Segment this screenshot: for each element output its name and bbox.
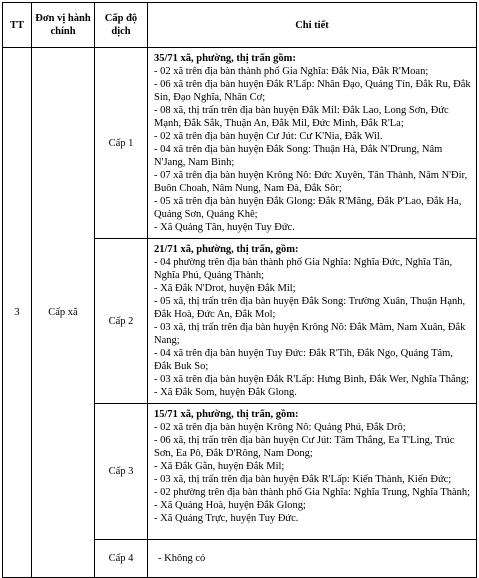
level-detail <box>148 540 477 578</box>
detail-line: - 04 xã trên địa bàn huyện Tuy Đức: Đắk R'Tih, Đắk Ngo, Quảng Tâm, Đắk Buk So; <box>154 348 453 372</box>
detail-line: - 06 xã, thị trấn trên địa bàn huyện Cư Jút: Tâm Thắng, Ea T'Ling, Trúc Sơn, Ea Pô, Đắk D'Rông, Nam Dong; <box>154 435 455 459</box>
header-tt: TT <box>3 3 32 48</box>
level-detail <box>148 404 477 540</box>
detail-line: - 03 xã, thị trấn trên địa bàn huyện Đắk R'Lấp: Kiến Thành, Kiến Đức; <box>154 474 452 485</box>
detail-line: - Xã Quảng Hoà, huyện Đắk Glong; <box>154 500 306 511</box>
detail-line: - 02 xã trên địa bàn huyện Krông Nô: Quảng Phú, Đắk Drô; <box>154 422 406 433</box>
level-detail <box>148 239 477 404</box>
detail-line: - 05 xã, thị trấn trên địa bàn huyện Đắk Song: Trường Xuân, Thuận Hạnh, Đắk Hoà, Đức An, Đắk Mol; <box>154 296 466 320</box>
detail-line: - 04 phường trên địa bàn thành phố Gia Nghĩa: Nghĩa Đức, Nghĩa Tân, Nghĩa Phú, Quảng Thành; <box>154 257 453 281</box>
detail-line: - 04 xã trên địa bàn huyện Đắk Song: Thuận Hà, Đắk N'Drung, Nâm N'Jang, Nam Bình; <box>154 144 443 168</box>
detail-line: - 02 phường trên địa bàn thành phố Gia Nghĩa: Nghĩa Trung, Nghĩa Thành; <box>154 487 471 498</box>
header-row <box>3 3 477 48</box>
detail-line: - 08 xã, thị trấn trên địa bàn huyện Đắk Mil: Đắk Lao, Long Sơn, Đức Mạnh, Đắk Sắk, Thuận An, Đắk Mil, Đức Minh, Đắk R'La; <box>154 105 449 129</box>
detail-line: - 02 xã trên địa bàn huyện Cư Jút: Cư K'Nia, Đắk Wil. <box>154 131 383 142</box>
header-level: Cấp độ dịch <box>95 3 148 48</box>
header-detail: Chi tiết <box>148 3 477 48</box>
detail-line: - 05 xã trên địa bàn huyện Đắk Glong: Đắk R'Măng, Đắk P'Lao, Đắk Ha, Quảng Sơn, Quảng Khê; <box>154 196 462 220</box>
row-unit: Cấp xã <box>32 48 95 578</box>
detail-line: - Xã Quảng Tân, huyện Tuy Đức. <box>154 222 295 233</box>
detail-line: - 03 xã, thị trấn trên địa bàn huyện Krông Nô: Đắk Mâm, Nam Xuân, Đắk Nang; <box>154 322 466 346</box>
detail-line: - 03 xã trên địa bàn huyện Đắk R'Lấp: Hưng Bình, Đắk Wer, Nghĩa Thắng; <box>154 374 470 385</box>
detail-line: - Không có <box>158 553 206 564</box>
detail-title: 15/71 xã, phường, thị trấn, gồm: <box>154 409 299 420</box>
detail-line: - Xã Đắk Som, huyện Đắk Glong. <box>154 387 297 398</box>
detail-line: - 07 xã trên địa bàn huyện Krông Nô: Đức Xuyên, Tân Thành, Nâm N'Đir, Buôn Choah, Nâm Nung, Nam Đà, Đắk Sôr; <box>154 170 468 194</box>
detail-line: - 02 xã trên địa bàn thành phố Gia Nghĩa: Đắk Nia, Đắk R'Moan; <box>154 66 429 77</box>
level-detail <box>148 48 477 239</box>
zone-classification-table <box>2 2 477 578</box>
detail-title: 21/71 xã, phường, thị trấn, gồm: <box>154 244 299 255</box>
level-name: Cấp 4 <box>95 540 148 578</box>
table-row <box>3 48 477 239</box>
detail-line: - Xã Đắk Gằn, huyện Đắk Mil; <box>154 461 285 472</box>
detail-line: - Xã Quảng Trực, huyện Tuy Đức. <box>154 513 299 524</box>
row-tt: 3 <box>3 48 32 578</box>
level-name: Cấp 2 <box>95 239 148 404</box>
header-unit: Đơn vị hành chính <box>32 3 95 48</box>
detail-line: - 06 xã trên địa bàn huyện Đắk R'Lấp: Nhân Đạo, Quảng Tín, Đắk Ru, Đắk Sin, Đạo Nghĩa, Nhân Cơ; <box>154 79 471 103</box>
level-name: Cấp 3 <box>95 404 148 540</box>
detail-title: 35/71 xã, phường, thị trấn gồm: <box>154 53 296 64</box>
level-name: Cấp 1 <box>95 48 148 239</box>
detail-line: - Xã Đắk N'Drot, huyện Đắk Mil; <box>154 283 296 294</box>
